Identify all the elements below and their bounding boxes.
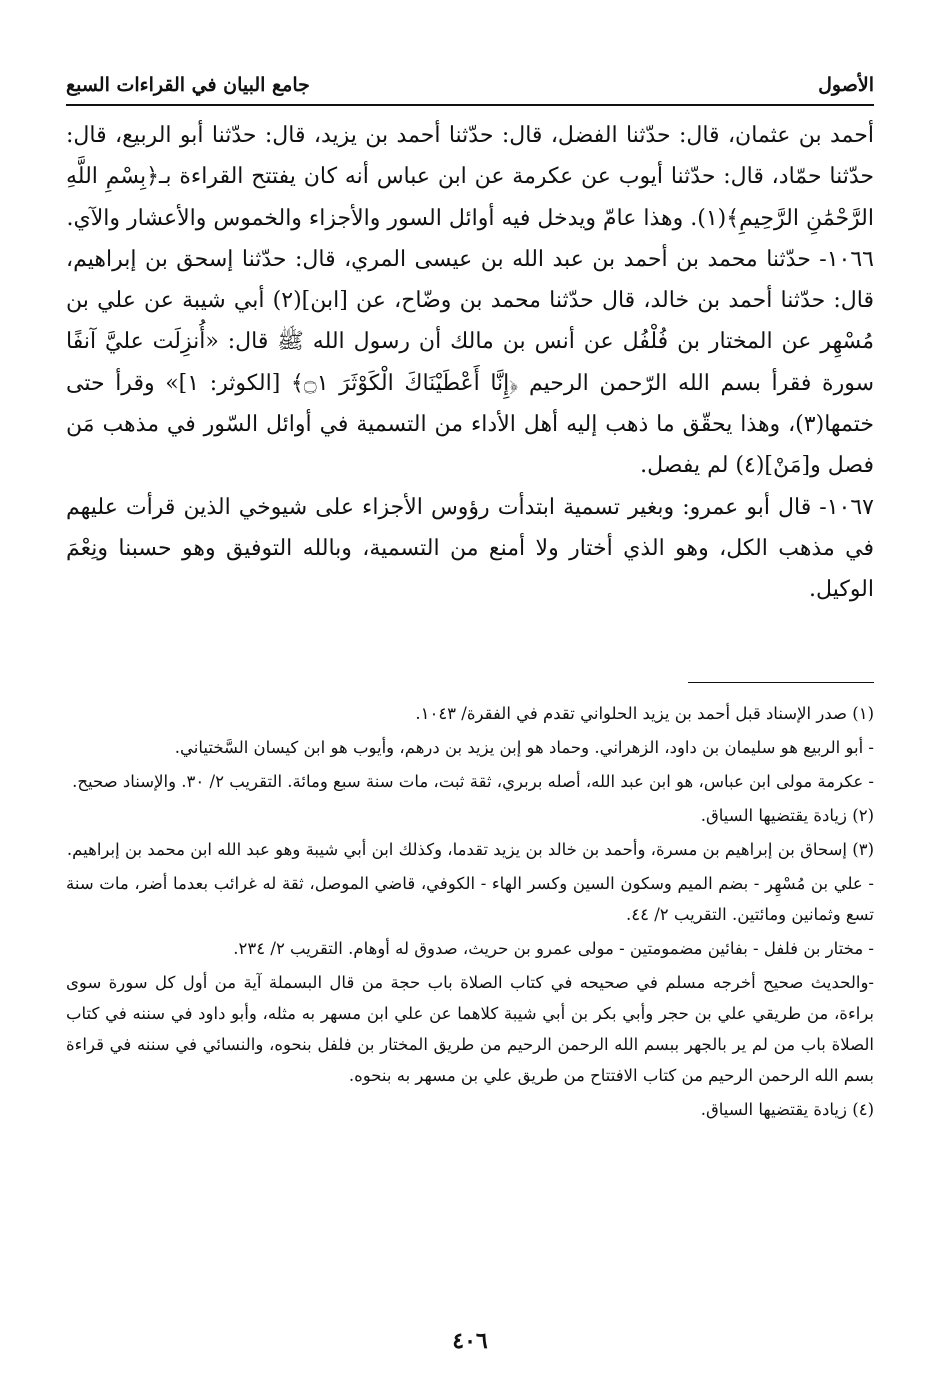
footnote: - مختار بن فلفل - بفائين مضمومتين - مولى عمرو بن حريث، صدوق له أوهام. التقريب ٢/ ٢٣٤. — [233, 939, 874, 958]
footnote: (٤) زيادة يقتضيها السياق. — [700, 1100, 874, 1119]
main-text — [66, 115, 874, 611]
footnote: - أبو الربيع هو سليمان بن داود، الزهراني. وحماد هو إبن يزيد بن درهم، وأيوب هو ابن كيسان السَّختياني. — [174, 738, 874, 757]
running-header — [66, 68, 874, 102]
footnote: - عكرمة مولى ابن عباس، هو ابن عبد الله، أصله بربري، ثقة ثبت، مات سنة سبع ومائة. التقريب ٢/ ٣٠. والإسناد صحيح. — [72, 772, 874, 791]
page-number: ٤٠٦ — [452, 1328, 488, 1354]
body-paragraph: ١٠٦٧- قال أبو عمرو: وبغير تسمية ابتدأت رؤوس الأجزاء على شيوخي الذين قرأت عليهم في مذهب الكل، وهو الذي أختار ولا أمنع من التسمية، وبالله التوفيق وهو حسبنا ونِعْمَ الوكيل. — [66, 494, 874, 603]
body-paragraph: ١٠٦٦- حدّثنا محمد بن أحمد بن عبد الله بن عيسى المري، قال: حدّثنا إسحق بن إبراهيم، قال: حدّثنا أحمد بن خالد، قال حدّثنا محمد بن وضّاح، عن [ابن](٢) أبي شيبة عن علي بن مُسْهِر عن المختار بن فُلْفُل عن أنس بن مالك أن رسول الله ﷺ قال: «أُنزِلَت عليَّ آنفًا سورة فقرأ بسم الله الرّحمن الرحيم ﴿إِنَّا أَعْطَيْنَاكَ الْكَوْثَرَ ۝١﴾ [الكوثر: ١]» وقرأ حتى ختمها(٣)، وهذا يحقّق ما ذهب إليه أهل الأداء من التسمية في أوائل السّور في مذهب مَن فصل و[مَنْ](٤) لم يفصل. — [66, 246, 875, 479]
footnote: (٢) زيادة يقتضيها السياق. — [700, 806, 874, 825]
header-rule — [66, 104, 874, 106]
book-page — [66, 60, 874, 1380]
footnote: (٣) إسحاق بن إبراهيم بن مسرة، وأحمد بن خالد بن يزيد تقدما، وكذلك ابن أبي شيبة وهو عبد الله ابن محمد بن إبراهيم. — [66, 840, 874, 859]
footnotes — [66, 698, 874, 1128]
footnote: -والحديث صحيح أخرجه مسلم في صحيحه في كتاب الصلاة باب حجة من قال البسملة آية من أول كل سورة سوى براءة، من طريقي علي بن حجر وأبي بكر بن أبي شيبة كلاهما عن علي ابن مسهر به مثله، وأبو داود في سننه في كتاب الصلاة باب من لم ير بالجهر ببسم الله الرحمن الرحيم من طريق المختار بن فلفل بنحوه، والنسائي في سننه في قراءة بسم الله الرحمن الرحيم من كتاب الافتتاح من طريق علي بن مسهر به بنحوه. — [66, 973, 874, 1085]
book-title: جامع البيان في القراءات السبع — [66, 74, 310, 96]
body-paragraph: أحمد بن عثمان، قال: حدّثنا الفضل، قال: حدّثنا أحمد بن يزيد، قال: حدّثنا أبو الربيع، قال: حدّثنا حمّاد، قال: حدّثنا أيوب عن عكرمة عن ابن عباس أنه كان يفتتح القراءة بـ﴿بِسْمِ اللَّهِ الرَّحْمَٰنِ الرَّحِيمِ﴾(١). وهذا عامّ ويدخل فيه أوائل السور والأجزاء والخموس والأعشار والآي. — [66, 123, 874, 231]
footnote: - علي بن مُسْهِر - بضم الميم وسكون السين وكسر الهاء - الكوفي، قاضي الموصل، ثقة له غرائب بعدما أضر، مات سنة تسع وثمانين ومائتين. التقريب ٢/ ٤٤. — [66, 874, 874, 924]
footnote-separator — [688, 682, 874, 683]
footnote: (١) صدر الإسناد قبل أحمد بن يزيد الحلواني تقدم في الفقرة/ ١٠٤٣. — [415, 704, 874, 723]
section-title: الأصول — [818, 74, 874, 96]
